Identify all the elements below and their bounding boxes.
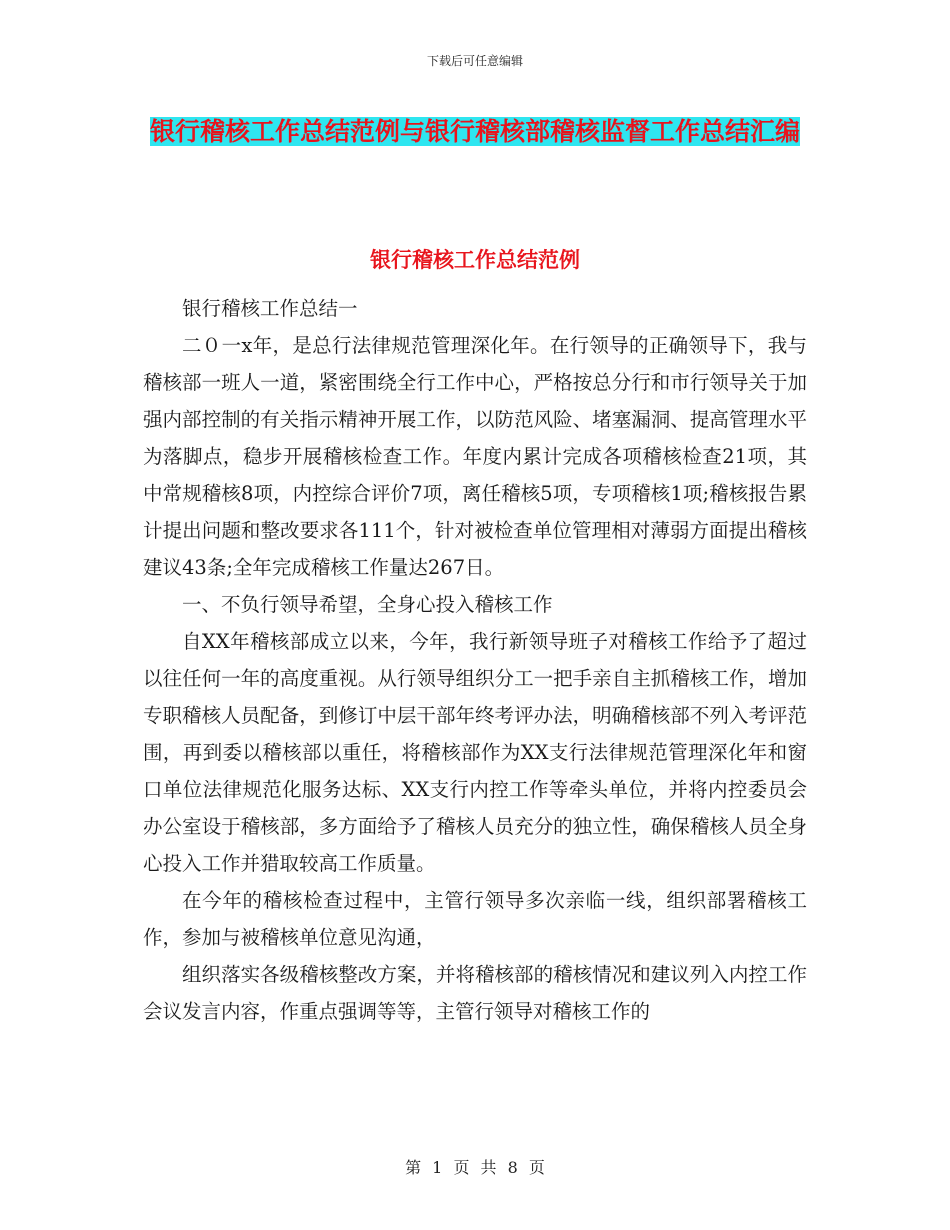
paragraph: 在今年的稽核检查过程中，主管行领导多次亲临一线，组织部署稽核工作，参加与被稽核单位意见沟通， bbox=[143, 889, 807, 949]
section-title: 银行稽核工作总结范例 bbox=[370, 248, 580, 272]
page-footer: 第 1 页 共 8 页 bbox=[405, 1158, 545, 1177]
document-body bbox=[143, 290, 807, 1030]
paragraph: 二０一x年，是总行法律规范管理深化年。在行领导的正确领导下，我与稽核部一班人一道，紧密围绕全行工作中心，严格按总分行和市行领导关于加强内部控制的有关指示精神开展工作，以防范风险、堵塞漏洞、提高管理水平为落脚点，稳步开展稽核检查工作。年度内累计完成各项稽核检查21项，其中常规稽核8项，内控综合评价7项，离任稽核5项，专项稽核1项;稽核报告累计提出问题和整改要求各111个，针对被检查单位管理相对薄弱方面提出稽核建议43条;全年完成稽核工作量达267日。 bbox=[143, 334, 807, 579]
document-title-text: 银行稽核工作总结范例与银行稽核部稽核监督工作总结汇编 bbox=[150, 117, 801, 146]
page-header-note: 下载后可任意编辑 bbox=[426, 54, 523, 68]
paragraph: 自XX年稽核部成立以来，今年，我行新领导班子对稽核工作给予了超过以往任何一年的高度重视。从行领导组织分工一把手亲自主抓稽核工作，增加专职稽核人员配备，到修订中层干部年终考评办法，明确稽核部不列入考评范围，再到委以稽核部以重任，将稽核部作为XX支行法律规范管理深化年和窗口单位法律规范化服务达标、XX支行内控工作等牵头单位，并将内控委员会办公室设于稽核部，多方面给予了稽核人员充分的独立性，确保稽核人员全身心投入工作并猎取较高工作质量。 bbox=[143, 630, 807, 875]
paragraph: 银行稽核工作总结一 bbox=[182, 297, 358, 320]
paragraph: 一、不负行领导希望，全身心投入稽核工作 bbox=[182, 593, 553, 616]
paragraph: 组织落实各级稽核整改方案，并将稽核部的稽核情况和建议列入内控工作会议发言内容，作重点强调等等，主管行领导对稽核工作的 bbox=[143, 963, 807, 1023]
document-title bbox=[150, 108, 800, 156]
